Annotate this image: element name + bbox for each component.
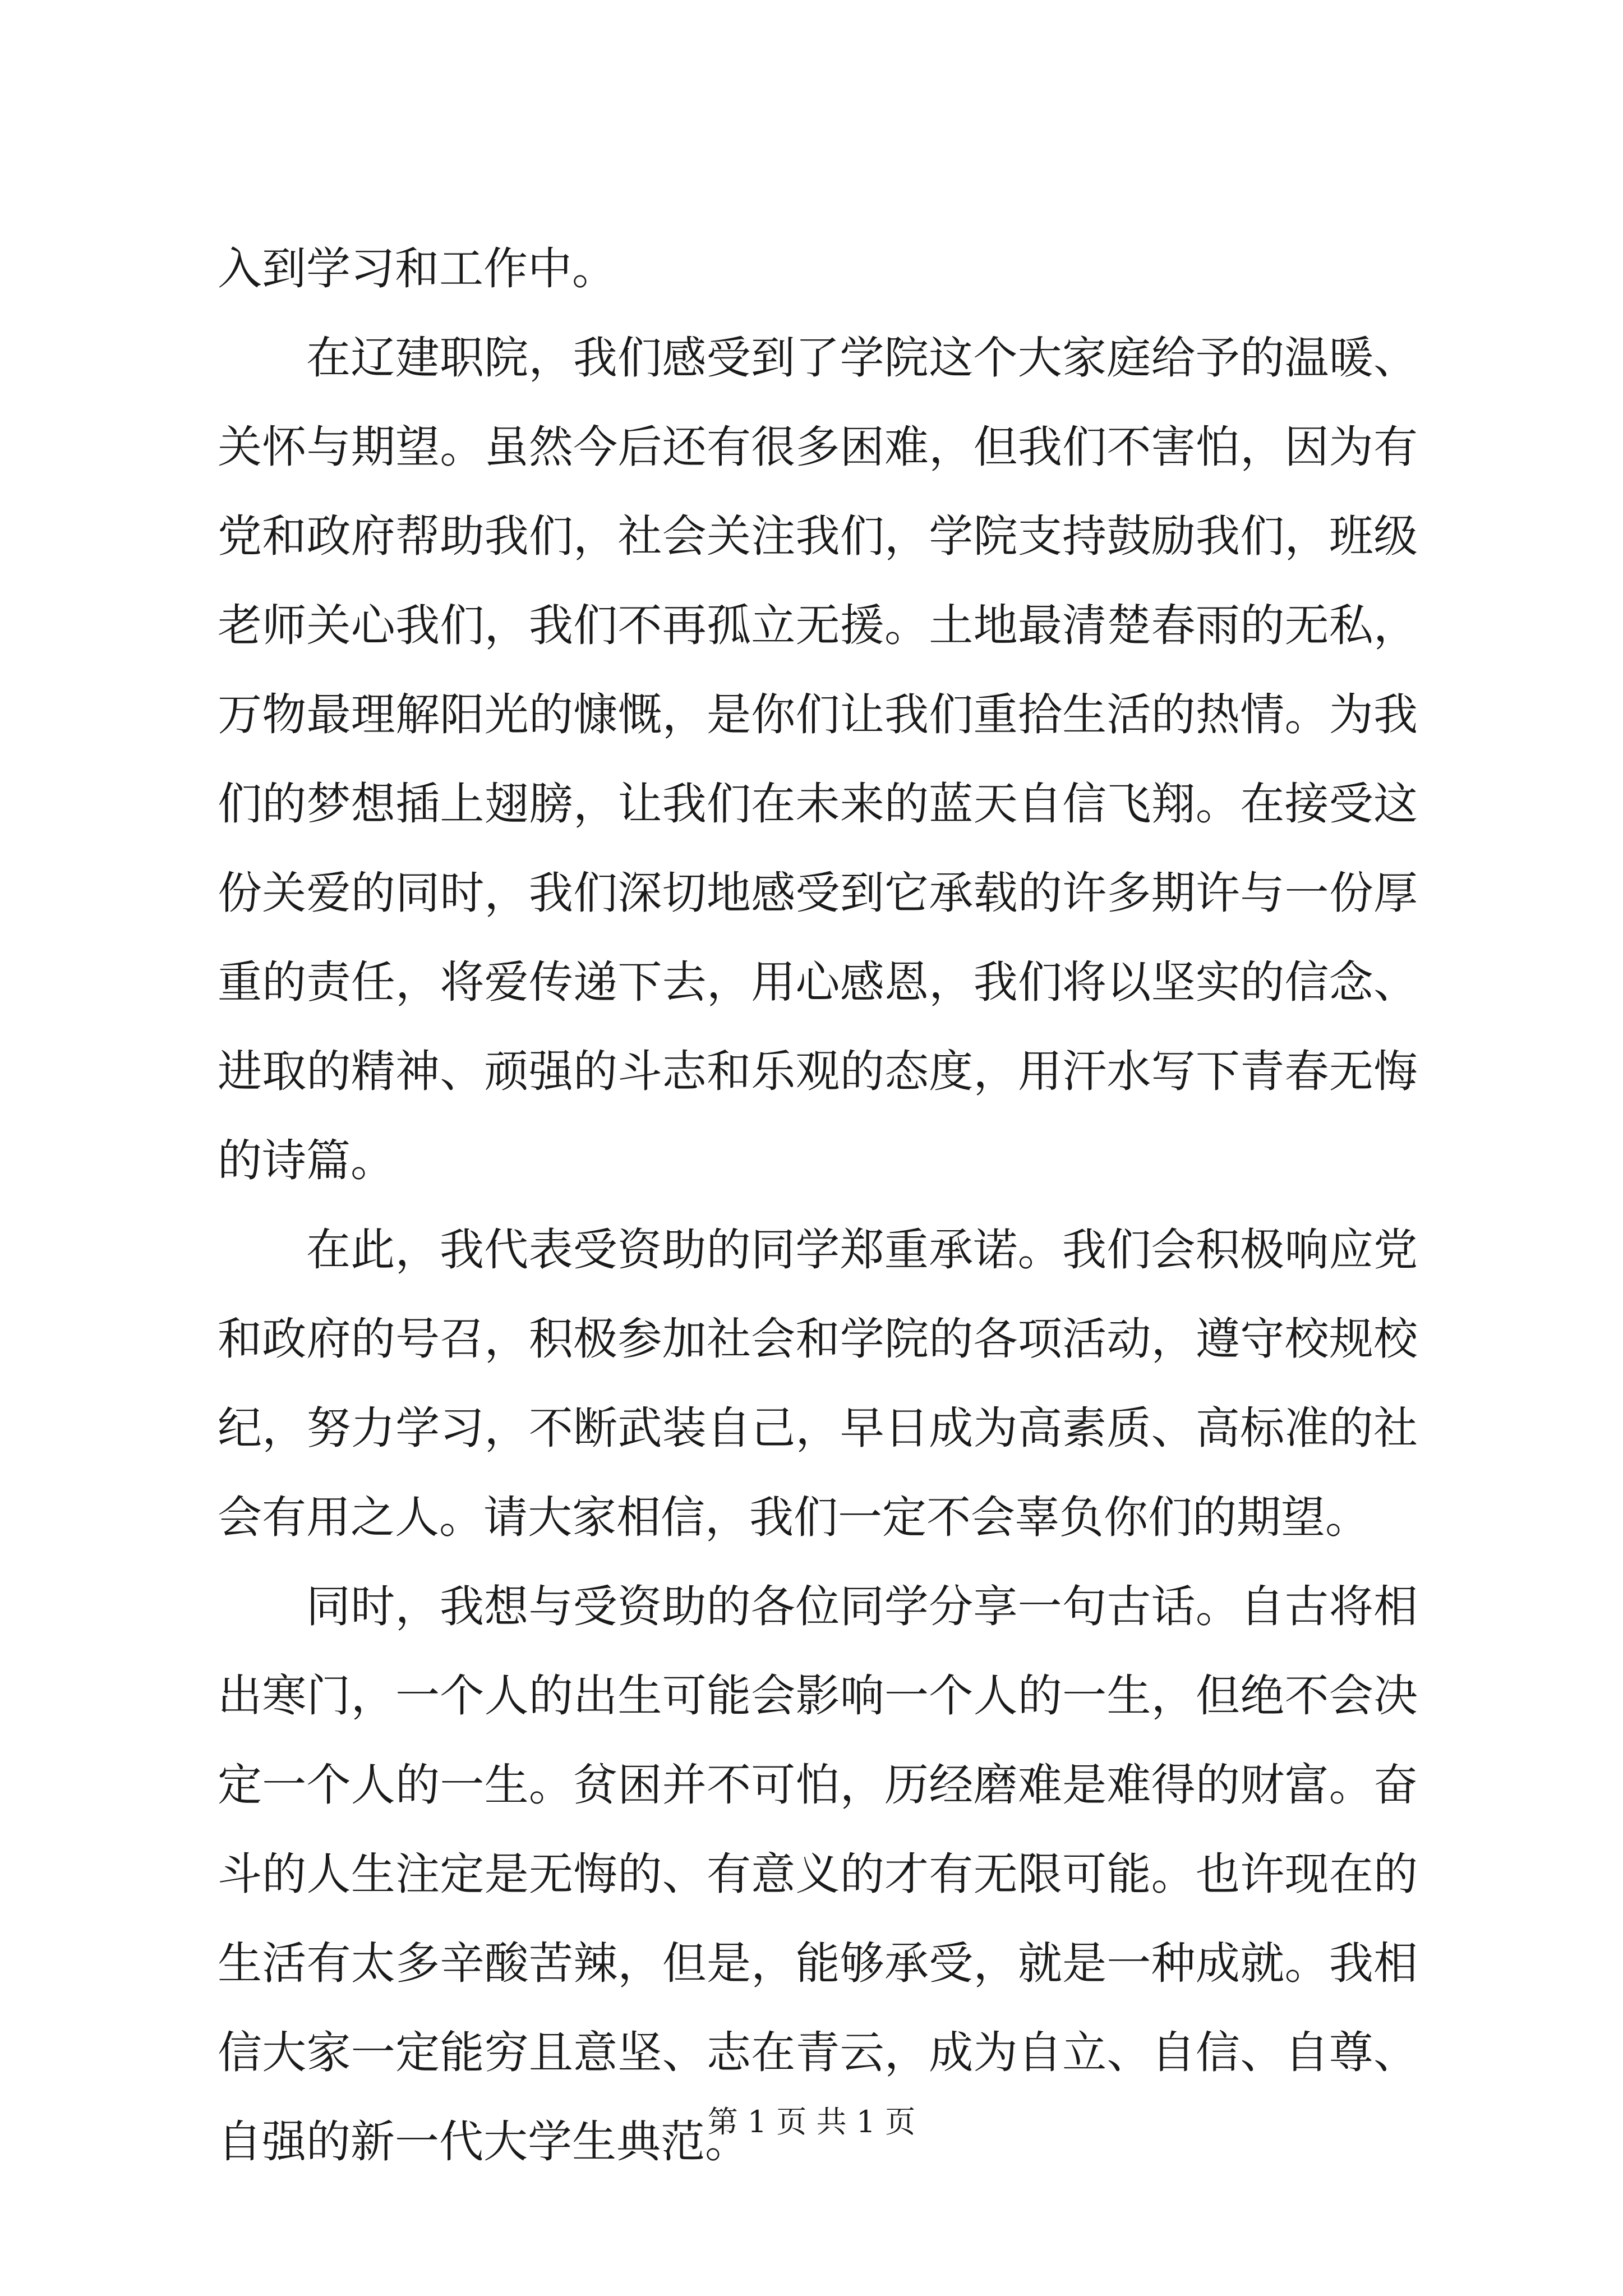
paragraph-continuation: 入到学习和工作中。: [218, 243, 616, 295]
paragraph: 在此，我代表受资助的同学郑重承诺。我们会积极响应党和政府的号召，积极参加社会和学院的各项活动，遵守校规校纪，努力学习，不断武装自己，早日成为高素质、高标准的社会有用之人。请大家相信，我们一定不会辜负你们的期望。: [218, 1224, 1418, 1543]
paragraph: 在辽建职院，我们感受到了学院这个大家庭给予的温暖、关怀与期望。虽然今后还有很多困难，但我们不害怕，因为有党和政府帮助我们，社会关注我们，学院支持鼓励我们，班级老师关心我们，我们不再孤立无援。土地最清楚春雨的无私，万物最理解阳光的慷慨，是你们让我们重拾生活的热情。为我们的梦想插上翅膀，让我们在未来的蓝天自信飞翔。在接受这份关爱的同时，我们深切地感受到它承载的许多期许与一份厚重的责任，将爱传递下去，用心感恩，我们将以坚实的信念、进取的精神、顽强的斗志和乐观的态度，用汗水写下青春无悔的诗篇。: [218, 332, 1418, 1186]
document-body: [218, 224, 1418, 2187]
paragraph: 同时，我想与受资助的各位同学分享一句古话。自古将相出寒门，一个人的出生可能会影响一个人的一生，但绝不会决定一个人的一生。贫困并不可怕，历经磨难是难得的财富。奋斗的人生注定是无悔的、有意义的才有无限可能。也许现在的生活有太多辛酸苦辣，但是，能够承受，就是一种成就。我相信大家一定能穷且意坚、志在青云，成为自立、自信、自尊、自强的新一代大学生典范。: [218, 1581, 1418, 2168]
page-footer: 第 1 页 共 1 页: [707, 2104, 916, 2139]
